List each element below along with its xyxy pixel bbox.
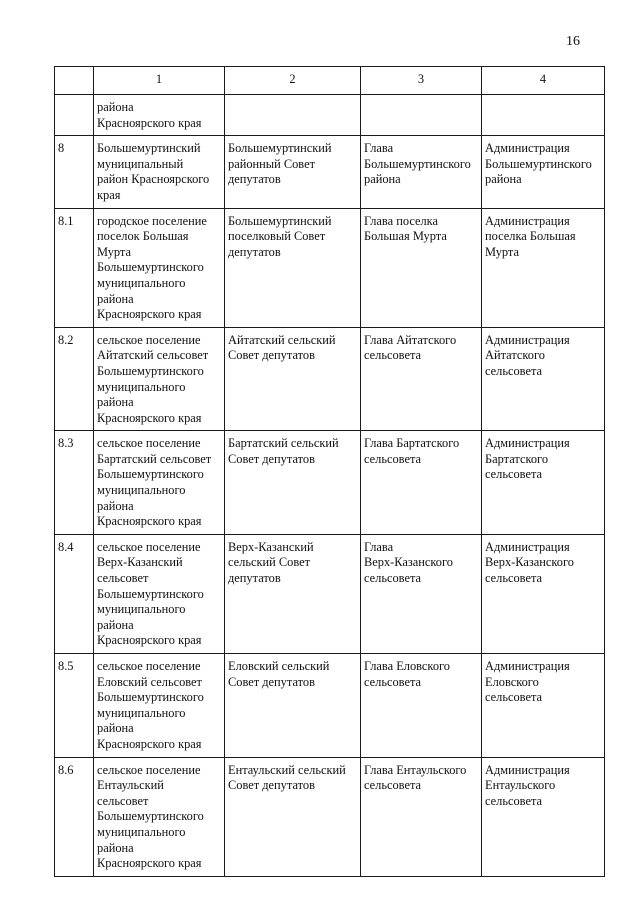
administration-cell: Администрация Большемуртинского района bbox=[482, 136, 605, 208]
head-cell bbox=[361, 95, 482, 136]
table-header-row bbox=[55, 67, 605, 95]
territory-cell: Большемуртинский муниципальный район Красноярского края bbox=[94, 136, 225, 208]
territory-cell: района Красноярского края bbox=[94, 95, 225, 136]
header-cell-3: 3 bbox=[361, 67, 482, 95]
council-cell: Бартатский сельский Совет депутатов bbox=[225, 431, 361, 535]
council-cell: Верх-Казанский сельский Совет депутатов bbox=[225, 534, 361, 653]
row-number-cell bbox=[55, 95, 94, 136]
head-cell: Глава Айтатского сельсовета bbox=[361, 327, 482, 431]
head-cell: Глава Верх-Казанского сельсовета bbox=[361, 534, 482, 653]
territory-cell: сельское поселение Бартатский сельсовет Большемуртинского муниципального района Красноярского края bbox=[94, 431, 225, 535]
row-number-cell: 8.4 bbox=[55, 534, 94, 653]
row-number-cell: 8.5 bbox=[55, 654, 94, 758]
territory-cell: сельское поселение Верх-Казанский сельсовет Большемуртинского муниципального района Красноярского края bbox=[94, 534, 225, 653]
page-number: 16 bbox=[566, 34, 580, 49]
head-cell: Глава поселка Большая Мурта bbox=[361, 208, 482, 327]
administration-cell: Администрация Верх-Казанского сельсовета bbox=[482, 534, 605, 653]
head-cell: Глава Ентаульского сельсовета bbox=[361, 757, 482, 876]
territory-cell: городское поселение поселок Большая Мурта Большемуртинского муниципального района Красноярского края bbox=[94, 208, 225, 327]
administration-cell: Администрация Еловского сельсовета bbox=[482, 654, 605, 758]
row-number-cell: 8 bbox=[55, 136, 94, 208]
administration-cell: Администрация Бартатского сельсовета bbox=[482, 431, 605, 535]
administration-cell: Администрация Ентаульского сельсовета bbox=[482, 757, 605, 876]
head-cell: Глава Еловского сельсовета bbox=[361, 654, 482, 758]
administration-cell: Администрация поселка Большая Мурта bbox=[482, 208, 605, 327]
header-cell-1: 1 bbox=[94, 67, 225, 95]
header-cell-2: 2 bbox=[225, 67, 361, 95]
row-number-cell: 8.3 bbox=[55, 431, 94, 535]
table-row bbox=[55, 534, 605, 653]
table-row bbox=[55, 95, 605, 136]
table-row bbox=[55, 654, 605, 758]
administration-cell bbox=[482, 95, 605, 136]
table-row bbox=[55, 208, 605, 327]
head-cell: Глава Бартатского сельсовета bbox=[361, 431, 482, 535]
territory-cell: сельское поселение Айтатский сельсовет Большемуртинского муниципального района Красноярского края bbox=[94, 327, 225, 431]
row-number-cell: 8.2 bbox=[55, 327, 94, 431]
table-row bbox=[55, 431, 605, 535]
council-cell: Большемуртинский районный Совет депутатов bbox=[225, 136, 361, 208]
municipal-bodies-table bbox=[54, 66, 605, 877]
header-cell-number bbox=[55, 67, 94, 95]
head-cell: Глава Большемуртинского района bbox=[361, 136, 482, 208]
council-cell: Ентаульский сельский Совет депутатов bbox=[225, 757, 361, 876]
council-cell bbox=[225, 95, 361, 136]
council-cell: Айтатский сельский Совет депутатов bbox=[225, 327, 361, 431]
council-cell: Еловский сельский Совет депутатов bbox=[225, 654, 361, 758]
row-number-cell: 8.1 bbox=[55, 208, 94, 327]
table-row bbox=[55, 757, 605, 876]
administration-cell: Администрация Айтатского сельсовета bbox=[482, 327, 605, 431]
row-number-cell: 8.6 bbox=[55, 757, 94, 876]
header-cell-4: 4 bbox=[482, 67, 605, 95]
table-row bbox=[55, 327, 605, 431]
territory-cell: сельское поселение Ентаульский сельсовет Большемуртинского муниципального района Красноярского края bbox=[94, 757, 225, 876]
council-cell: Большемуртинский поселковый Совет депутатов bbox=[225, 208, 361, 327]
territory-cell: сельское поселение Еловский сельсовет Большемуртинского муниципального района Красноярского края bbox=[94, 654, 225, 758]
table-row bbox=[55, 136, 605, 208]
